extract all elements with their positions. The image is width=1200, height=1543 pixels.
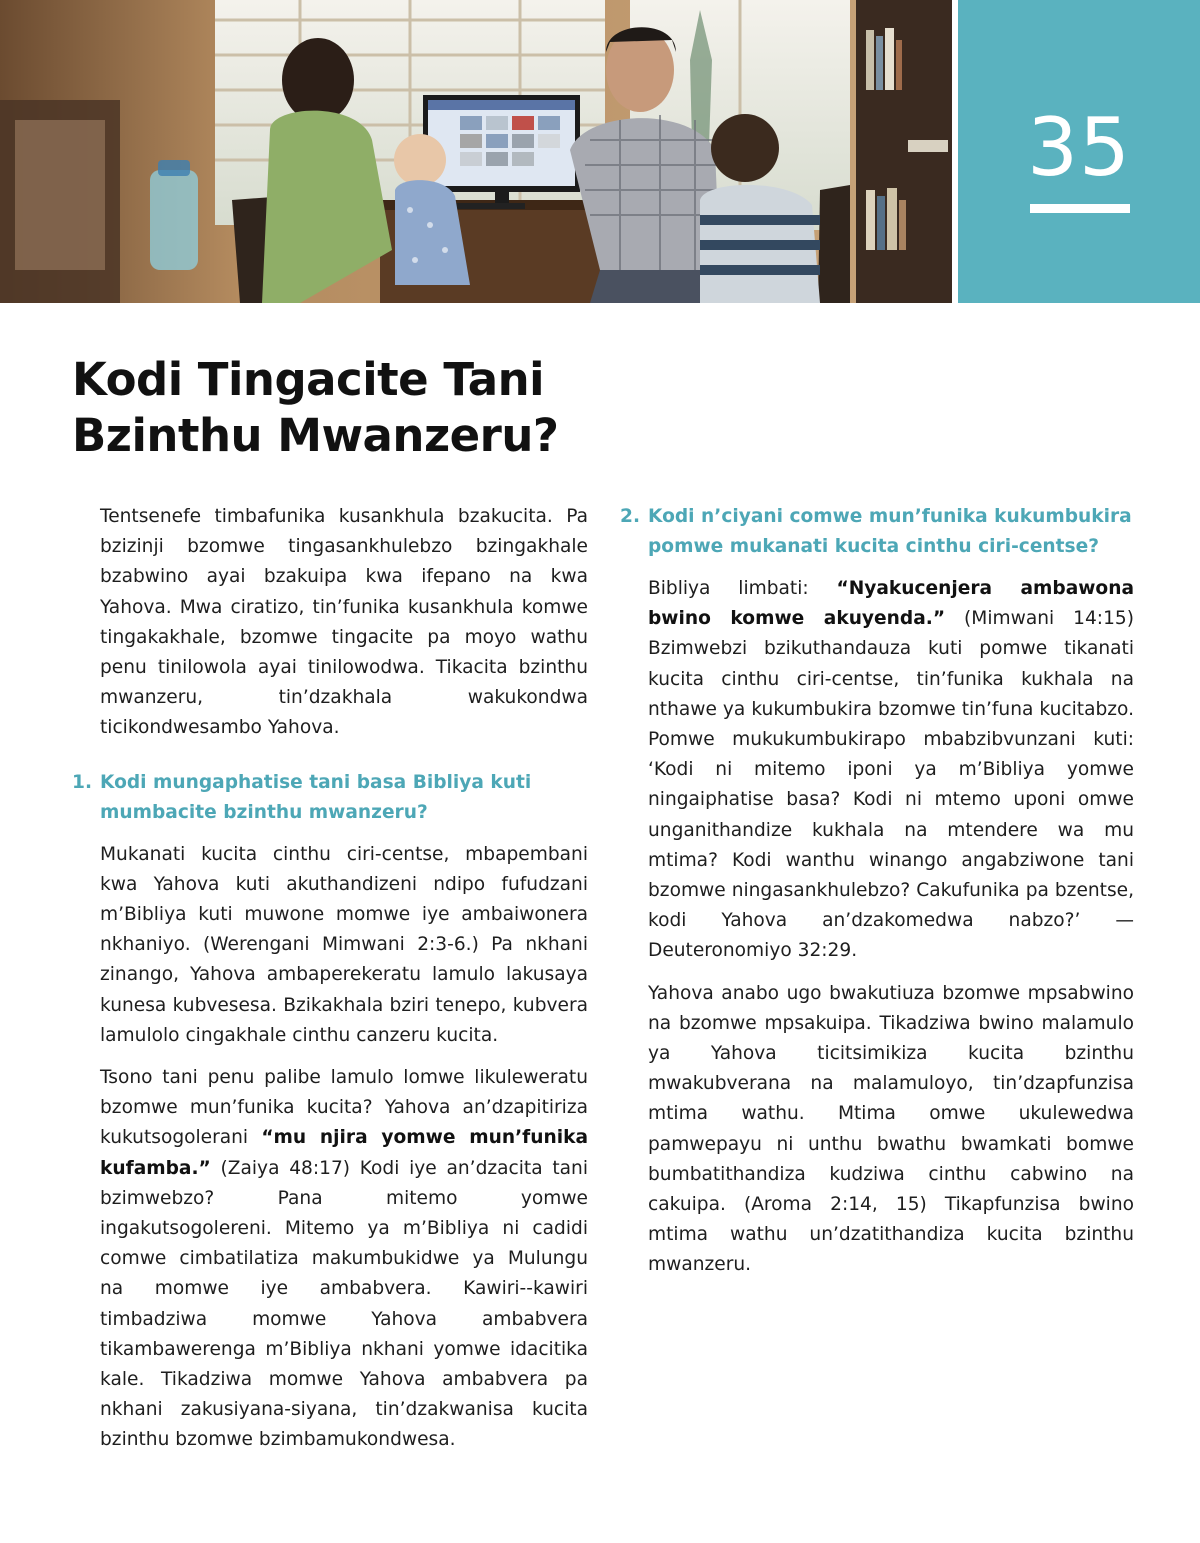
right-column bbox=[620, 502, 1134, 1293]
section-1-paragraph-2 bbox=[100, 1063, 588, 1456]
section-1-paragraph-2-end: (Zaiya 48:17) Kodi iye an’dzacita tani bzimwebzo? Pana mitemo yomwe ingakutsogolereni. Mitemo ya m’Bibliya ni cadidi comwe cimbatilatiza makumbukidwe ya Mulungu na momwe iye ambabvera. Kawiri--kawiri timbadziwa momwe Yahova ambabvera tikambawerenga m’Bibliya nkhani yomwe idacitika kale. Tikadziwa momwe Yahova ambabvera pa nkhani zakusiyana-siyana, tin’dzakwanisa kucita bzinthu bzomwe bzimbamukondwesa. bbox=[100, 1157, 588, 1451]
section-1-scripture-quote: “mu njira yomwe mun’funika kufamba.” bbox=[100, 1127, 588, 1179]
section-2-paragraph-2: Yahova anabo ugo bwakutiuza bzomwe mpsabwino na bzomwe mpsakuipa. Tikadziwa bwino malamulo ya Yahova ticitsimikiza kucita bzinthu mwakubverana na malamuloyo, tin’dzapfunzisa mtima wathu. Mtima omwe ukulewedwa pamwepayu ni unthu bwathu bwamkati bomwe bumbatithandiza kudziwa cinthu cabwino na cakuipa. (Aroma 2:14, 15) Tikapfunzisa bwino mtima wathu un’dzatithandiza kucita bzinthu mwanzeru. bbox=[648, 982, 1134, 1276]
intro-paragraph: Tentsenefe timbafunika kusankhula bzakucita. Pa bzizinji bzomwe tingasankhulebzo bzingakhale bzabwino ayai bzakuipa kwa ifepano na kwa Yahova. Mwa ciratizo, tin’funika kusankhula komwe tingakakhale, bzomwe tingacite pa moyo wathu penu tinilowola ayai tinilowodwa. Tikacita bzinthu mwanzeru, tin’dzakhala wakukondwa ticikondwesambo Yahova. bbox=[100, 506, 588, 739]
lesson-number: 35 bbox=[1027, 101, 1131, 194]
left-column bbox=[72, 502, 588, 1468]
section-2-paragraph-1 bbox=[648, 574, 1134, 967]
section-2-scripture-quote: “Nyakucenjera ambawona bwino komwe akuyenda.” bbox=[648, 578, 1134, 630]
section-2-paragraph-1-end: (Mimwani 14:15) Bzimwebzi bzikuthandauza kuti pomwe tikanati kucita cinthu ciri-centse, tin’funika kukhala na nthawe ya kukumbukira bzomwe tin’funa kucitabzo. Pomwe mukukumbukirapo mbabzibvunzani kuti: ‘Kodi ni mitemo iponi ya m’Bibliya yomwe ningaiphatise basa? Kodi ni mtemo uponi omwe unganithandize kukhala na mtendere wa mu mtima? Kodi wanthu winango angabziwone tani bzomwe ningasankhulebzo? Cakufunika pa bzentse, kodi Yahova an’dzakomedwa nabzo?’ — Deuteronomiyo 32:29. bbox=[648, 608, 1134, 962]
lesson-number-box bbox=[958, 0, 1200, 303]
page-title-line-1: Kodi Tingacite Tani bbox=[72, 353, 545, 406]
section-2-heading bbox=[620, 502, 1134, 562]
section-2-number: 2. bbox=[620, 506, 641, 527]
page-title bbox=[72, 352, 632, 464]
lesson-number-underline bbox=[1030, 204, 1130, 213]
section-1-heading bbox=[72, 768, 588, 828]
section-1-paragraph-1: Mukanati kucita cinthu ciri-centse, mbapembani kwa Yahova kuti akuthandizeni ndipo fufudzani m’Bibliya kuti muwone momwe iye ambaiwonera nkhaniyo. (Werengani Mimwani 2:3-6.) Pa nkhani zinango, Yahova ambaperekeratu lamulo lakusaya kunesa kubvesesa. Bzikakhala bziri tenepo, kubvera lamulolo cingakhale cinthu canzeru kucita. bbox=[100, 843, 588, 1046]
header-photo bbox=[0, 0, 952, 303]
section-1-paragraph-2-start: Tsono tani penu palibe lamulo lomwe likuleweratu bzomwe mun’funika kucita? Yahova an’dzapitiriza kukutsogolerani bbox=[100, 1067, 588, 1149]
page-title-line-2: Bzinthu Mwanzeru? bbox=[72, 409, 559, 462]
section-1-heading-text: Kodi mungaphatise tani basa Bibliya kuti mumbacite bzinthu mwanzeru? bbox=[100, 771, 532, 823]
section-2-heading-text: Kodi n’ciyani comwe mun’funika kukumbukira pomwe mukanati kucita cinthu ciri-centse? bbox=[648, 506, 1132, 557]
section-1-number: 1. bbox=[72, 771, 93, 793]
section-2-paragraph-1-start: Bibliya limbati: bbox=[648, 578, 837, 599]
